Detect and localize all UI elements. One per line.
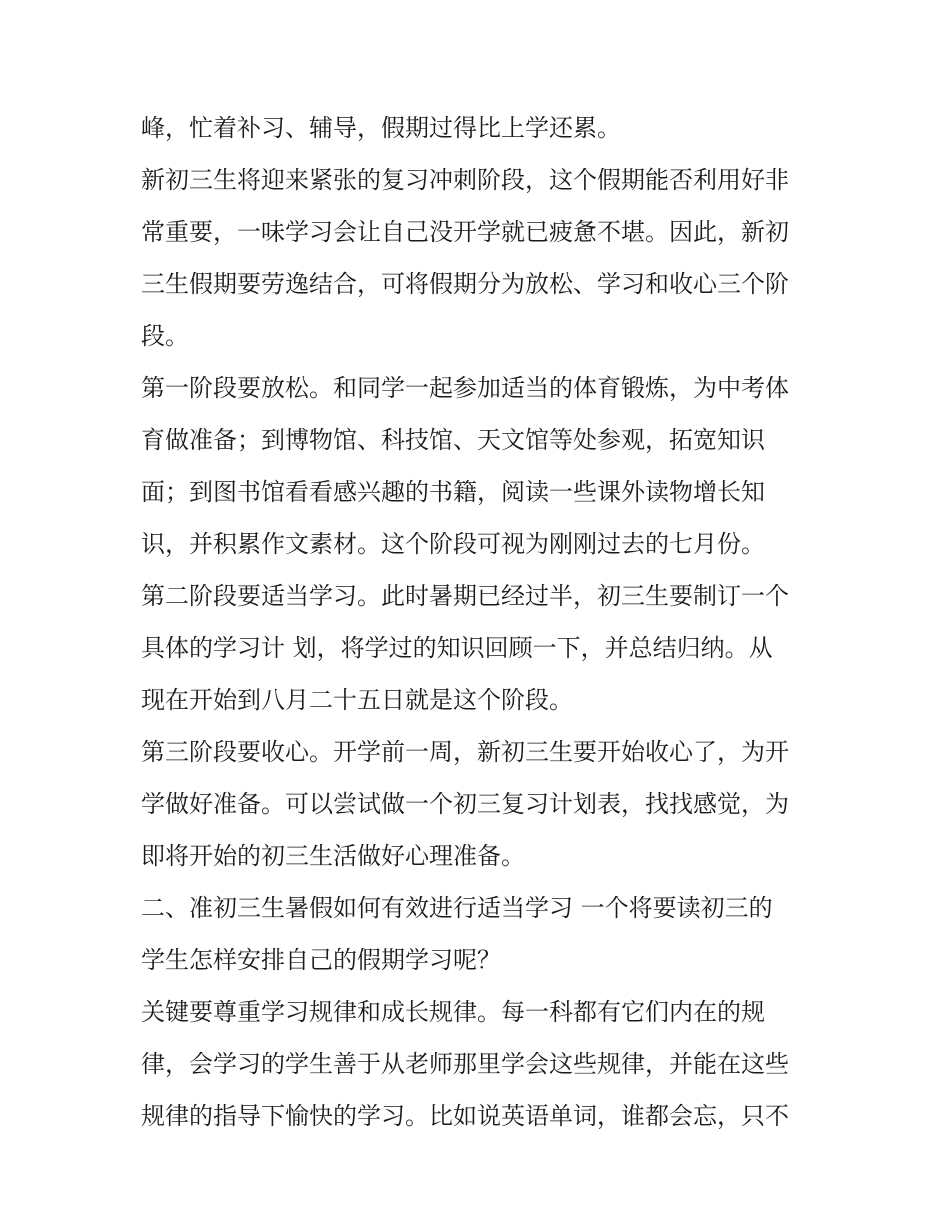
text-line: 识，并积累作文素材。这个阶段可视为刚刚过去的七月份。 (141, 530, 765, 558)
text-line: 育做准备；到博物馆、科技馆、天文馆等处参观，拓宽知识 (141, 426, 765, 454)
text-line: 常重要，一味学习会让自己没开学就已疲惫不堪。因此，新初 (141, 218, 789, 246)
text-line: 具体的学习计 划，将学过的知识回顾一下，并总结归纳。从 (141, 634, 773, 662)
text-line: 关键要尊重学习规律和成长规律。每一科都有它们内在的规 (141, 998, 765, 1026)
text-line: 峰，忙着补习、辅导，假期过得比上学还累。 (141, 114, 621, 142)
text-line: 新初三生将迎来紧张的复习冲刺阶段，这个假期能否利用好非 (141, 166, 789, 194)
text-line: 学生怎样安排自己的假期学习呢？ (141, 946, 501, 974)
text-line: 律，会学习的学生善于从老师那里学会这些规律，并能在这些 (141, 1050, 789, 1078)
text-line: 即将开始的初三生活做好心理准备。 (141, 842, 525, 870)
text-line: 段。 (141, 322, 189, 350)
text-line: 面；到图书馆看看感兴趣的书籍，阅读一些课外读物增长知 (141, 478, 765, 506)
text-line: 第二阶段要适当学习。此时暑期已经过半，初三生要制订一个 (141, 582, 789, 610)
body-text (141, 108, 813, 1148)
text-line: 规律的指导下愉快的学习。比如说英语单词，谁都会忘，只不 (141, 1102, 789, 1130)
section-heading-line: 二、准初三生暑假如何有效进行适当学习 一个将要读初三的 (141, 894, 773, 922)
text-line: 现在开始到八月二十五日就是这个阶段。 (141, 686, 573, 714)
text-line: 第三阶段要收心。开学前一周，新初三生要开始收心了，为开 (141, 738, 789, 766)
text-line: 三生假期要劳逸结合，可将假期分为放松、学习和收心三个阶 (141, 270, 789, 298)
text-line: 第一阶段要放松。和同学一起参加适当的体育锻炼，为中考体 (141, 374, 789, 402)
text-line: 学做好准备。可以尝试做一个初三复习计划表，找找感觉，为 (141, 790, 789, 818)
